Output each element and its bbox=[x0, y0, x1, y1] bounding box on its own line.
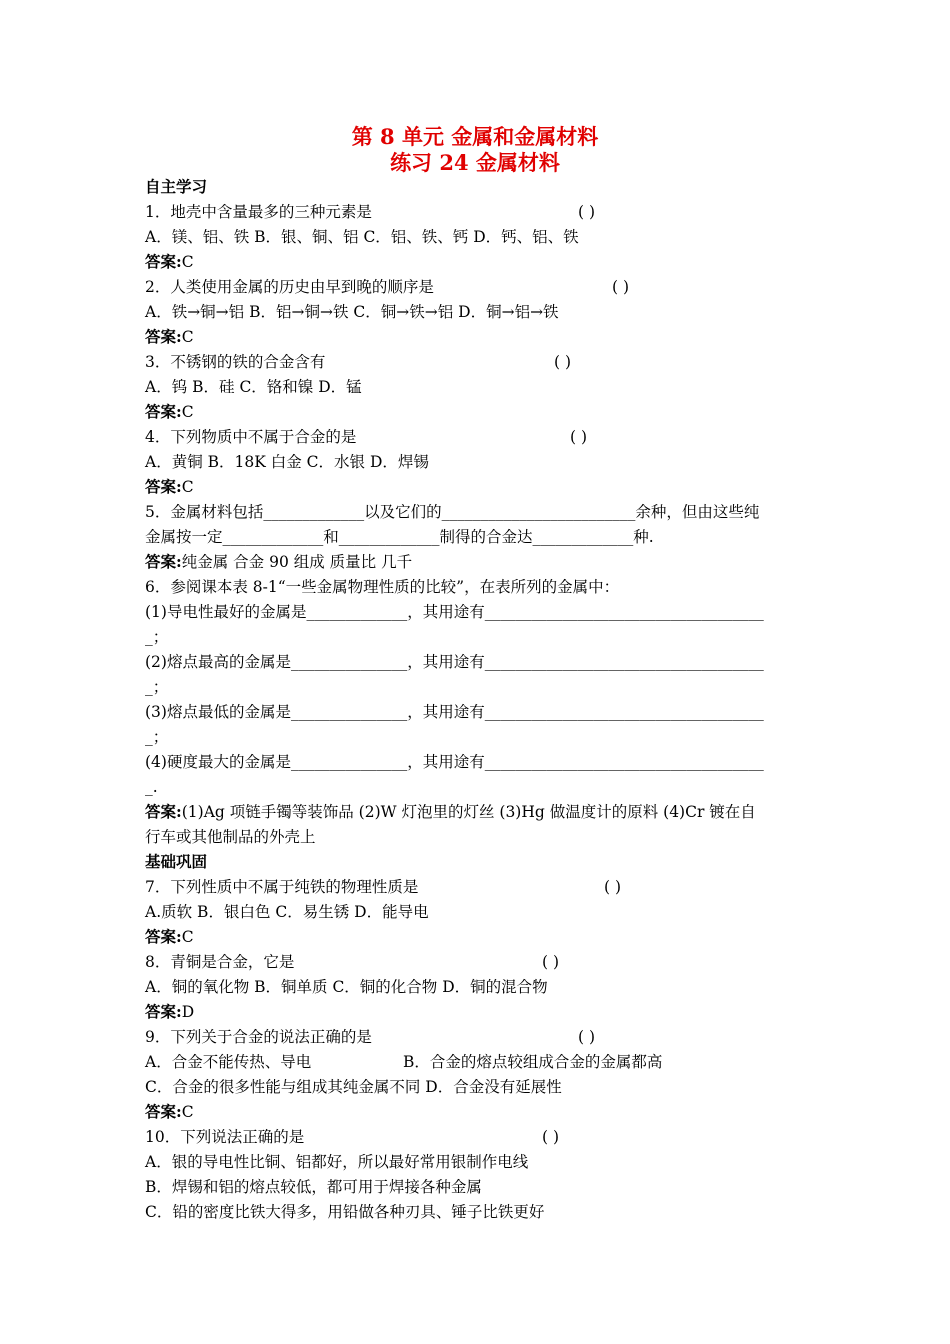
answer-label: 答案: bbox=[145, 327, 182, 346]
question-6-part-4: (4)硬度最大的金属是_______________，其用途有____________________________________ bbox=[145, 753, 764, 771]
answer-paren: ( ) bbox=[542, 1128, 560, 1146]
question-10-option-a: A．银的导电性比铜、铝都好，所以最好常用银制作电线 bbox=[145, 1153, 529, 1171]
question-9-answer bbox=[145, 1102, 810, 1122]
answer-value: C bbox=[181, 403, 194, 421]
question-1-options: A．镁、铝、铁 B．银、铜、铝 C．铝、铁、钙 D．钙、铝、铁 bbox=[145, 228, 579, 246]
question-10-option-b: B．焊锡和铝的熔点较低，都可用于焊接各种金属 bbox=[145, 1178, 482, 1196]
answer-label: 答案: bbox=[145, 1002, 182, 1021]
answer-paren: ( ) bbox=[578, 203, 596, 221]
question-8 bbox=[145, 952, 810, 972]
question-9 bbox=[145, 1027, 810, 1047]
question-5-answer bbox=[145, 552, 810, 572]
answer-value: 纯金属 合金 90 组成 质量比 几千 bbox=[181, 553, 413, 571]
question-6-part-3-tail: _； bbox=[145, 728, 169, 746]
answer-value: C bbox=[181, 1103, 194, 1121]
question-10 bbox=[145, 1127, 810, 1147]
question-6-part-2: (2)熔点最高的金属是_______________，其用途有____________________________________ bbox=[145, 653, 764, 671]
question-10-stem: 10．下列说法正确的是 bbox=[145, 1128, 305, 1146]
answer-paren: ( ) bbox=[612, 278, 630, 296]
question-6-stem: 6．参阅课本表 8-1“一些金属物理性质的比较”，在表所列的金属中： bbox=[145, 578, 620, 596]
question-3 bbox=[145, 352, 810, 372]
question-8-stem: 8．青铜是合金，它是 bbox=[145, 953, 295, 971]
question-1 bbox=[145, 202, 810, 222]
question-5-line-2: 金属按一定_____________和_____________制得的合金达_____________种. bbox=[145, 528, 654, 546]
question-2-stem: 2．人类使用金属的历史由早到晚的顺序是 bbox=[145, 278, 434, 296]
question-7-stem: 7．下列性质中不属于纯铁的物理性质是 bbox=[145, 878, 419, 896]
question-6-answer bbox=[145, 802, 810, 822]
question-2-options: A．铁→铜→铝 B．铝→铜→铁 C．铜→铁→铝 D．铜→铝→铁 bbox=[145, 303, 559, 321]
answer-value: C bbox=[181, 478, 194, 496]
question-6-part-2-tail: _； bbox=[145, 678, 169, 696]
question-6-part-1-tail: _； bbox=[145, 628, 169, 646]
question-8-answer bbox=[145, 1002, 810, 1022]
unit-title: 第 8 单元 金属和金属材料 bbox=[351, 124, 599, 149]
answer-label: 答案: bbox=[145, 252, 182, 271]
question-9-options-cd: C．合金的很多性能与组成其纯金属不同 D．合金没有延展性 bbox=[145, 1078, 562, 1096]
question-6-part-3: (3)熔点最低的金属是_______________，其用途有____________________________________ bbox=[145, 703, 764, 721]
question-10-option-c: C．铅的密度比铁大得多，用铅做各种刃具、锤子比铁更好 bbox=[145, 1203, 545, 1221]
answer-paren: ( ) bbox=[604, 878, 622, 896]
exercise-title: 练习 24 金属材料 bbox=[390, 150, 560, 175]
answer-label: 答案: bbox=[145, 927, 182, 946]
answer-paren: ( ) bbox=[570, 428, 588, 446]
answer-label: 答案: bbox=[145, 477, 182, 496]
question-4 bbox=[145, 427, 810, 447]
question-3-stem: 3．不锈钢的铁的合金含有 bbox=[145, 353, 326, 371]
answer-value: C bbox=[181, 328, 194, 346]
question-2-answer bbox=[145, 327, 810, 347]
question-7-answer bbox=[145, 927, 810, 947]
section-heading-self-study: 自主学习 bbox=[145, 177, 208, 196]
question-1-stem: 1．地壳中含量最多的三种元素是 bbox=[145, 203, 372, 221]
question-9-option-a: A．合金不能传热、导电 bbox=[145, 1053, 312, 1071]
answer-label: 答案: bbox=[145, 802, 182, 821]
question-7 bbox=[145, 877, 810, 897]
answer-label: 答案: bbox=[145, 402, 182, 421]
answer-value: D bbox=[181, 1003, 195, 1021]
question-9-options-ab bbox=[145, 1052, 810, 1072]
question-5-line-1: 5．金属材料包括_____________以及它们的_________________________余种，但由这些纯 bbox=[145, 503, 760, 521]
question-9-option-b: B．合金的熔点较组成合金的金属都高 bbox=[403, 1053, 663, 1071]
question-9-stem: 9．下列关于合金的说法正确的是 bbox=[145, 1028, 372, 1046]
answer-paren: ( ) bbox=[578, 1028, 596, 1046]
answer-value: C bbox=[181, 928, 194, 946]
question-3-answer bbox=[145, 402, 810, 422]
question-6-part-1: (1)导电性最好的金属是_____________，其用途有____________________________________ bbox=[145, 603, 764, 621]
question-3-options: A．钨 B．硅 C．铬和镍 D．锰 bbox=[145, 378, 362, 396]
question-8-options: A．铜的氧化物 B．铜单质 C．铜的化合物 D．铜的混合物 bbox=[145, 978, 548, 996]
question-4-stem: 4．下列物质中不属于合金的是 bbox=[145, 428, 357, 446]
answer-value: (1)Ag 项链手镯等装饰品 (2)W 灯泡里的灯丝 (3)Hg 做温度计的原料 (4)Cr 镀在自 bbox=[181, 803, 756, 821]
question-1-answer bbox=[145, 252, 810, 272]
answer-label: 答案: bbox=[145, 552, 182, 571]
answer-value: C bbox=[181, 253, 194, 271]
section-heading-basics: 基础巩固 bbox=[145, 852, 208, 871]
answer-paren: ( ) bbox=[542, 953, 560, 971]
answer-paren: ( ) bbox=[554, 353, 572, 371]
question-4-answer bbox=[145, 477, 810, 497]
question-7-options: A.质软 B．银白色 C．易生锈 D．能导电 bbox=[145, 903, 429, 921]
question-2 bbox=[145, 277, 810, 297]
answer-label: 答案: bbox=[145, 1102, 182, 1121]
question-4-options: A．黄铜 B．18K 白金 C．水银 D．焊锡 bbox=[145, 453, 429, 471]
question-6-part-4-tail: _. bbox=[145, 778, 158, 796]
question-6-answer-cont: 行车或其他制品的外壳上 bbox=[145, 828, 316, 846]
